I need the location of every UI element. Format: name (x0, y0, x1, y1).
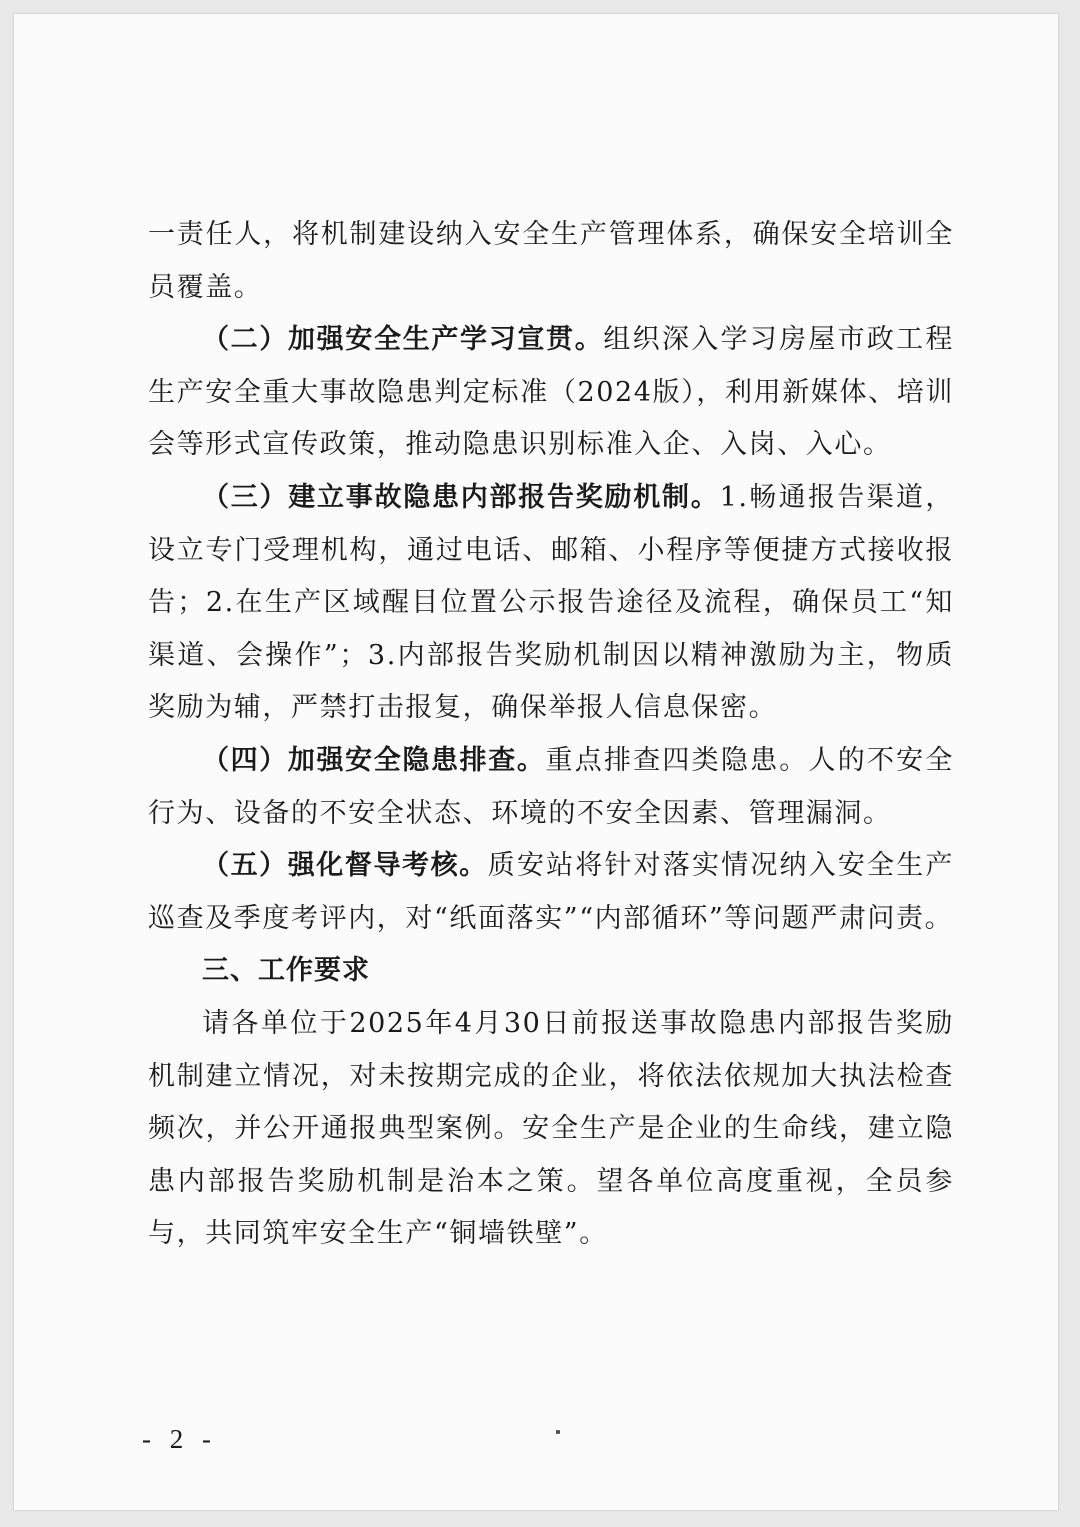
page-number: - 2 - (142, 1424, 217, 1454)
paragraph-item-4 (148, 735, 954, 840)
item-heading: （四）加强安全隐患排查。 (202, 744, 546, 776)
paragraph-text: 一责任人，将机制建设纳入安全生产管理体系，确保安全培训全员覆盖。 (148, 219, 954, 303)
requirements-paragraph: 请各单位于2025年4月30日前报送事故隐患内部报告奖励机制建立情况，对未按期完成的企业，将依法依规加大执法检查频次，并公开通报典型案例。安全生产是企业的生命线，建立隐患内部报告奖励机制是治本之策。望各单位高度重视，全员参与，共同筑牢安全生产“铜墙铁壁”。 (148, 1007, 954, 1250)
paragraph-item-2 (148, 314, 954, 472)
item-heading: （三）建立事故隐患内部报告奖励机制。 (202, 481, 720, 513)
section-heading: 三、工作要求 (202, 955, 370, 987)
paragraph-text: 组织深入学习房屋市政工程生产安全重大事故隐患判定标准（2024版），利用新媒体、培训会等形式宣传政策，推动隐患识别标准入企、入岗、入心。 (148, 324, 954, 461)
paragraph-continuation (148, 209, 954, 314)
paragraph-item-3 (148, 472, 954, 735)
paragraph-item-5 (148, 840, 954, 945)
paragraph-text: 质安站将针对落实情况纳入安全生产巡查及季度考评内，对“纸面落实”“内部循环”等问题严肃问责。 (148, 850, 954, 934)
document-body (148, 209, 954, 1261)
paragraph-text: 1.畅通报告渠道，设立专门受理机构，通过电话、邮箱、小程序等便捷方式接收报告；2.在生产区域醒目位置公示报告途径及流程，确保员工“知渠道、会操作”；3.内部报告奖励机制因以精神激励为主，物质奖励为辅，严禁打击报复，确保举报人信息保密。 (148, 481, 954, 724)
item-heading: （二）加强安全生产学习宣贯。 (202, 324, 604, 356)
scan-speck (556, 1430, 560, 1434)
item-heading: （五）强化督导考核。 (202, 850, 488, 882)
document-page (14, 14, 1058, 1510)
paragraph-text: 重点排查四类隐患。人的不安全行为、设备的不安全状态、环境的不安全因素、管理漏洞。 (148, 744, 955, 829)
